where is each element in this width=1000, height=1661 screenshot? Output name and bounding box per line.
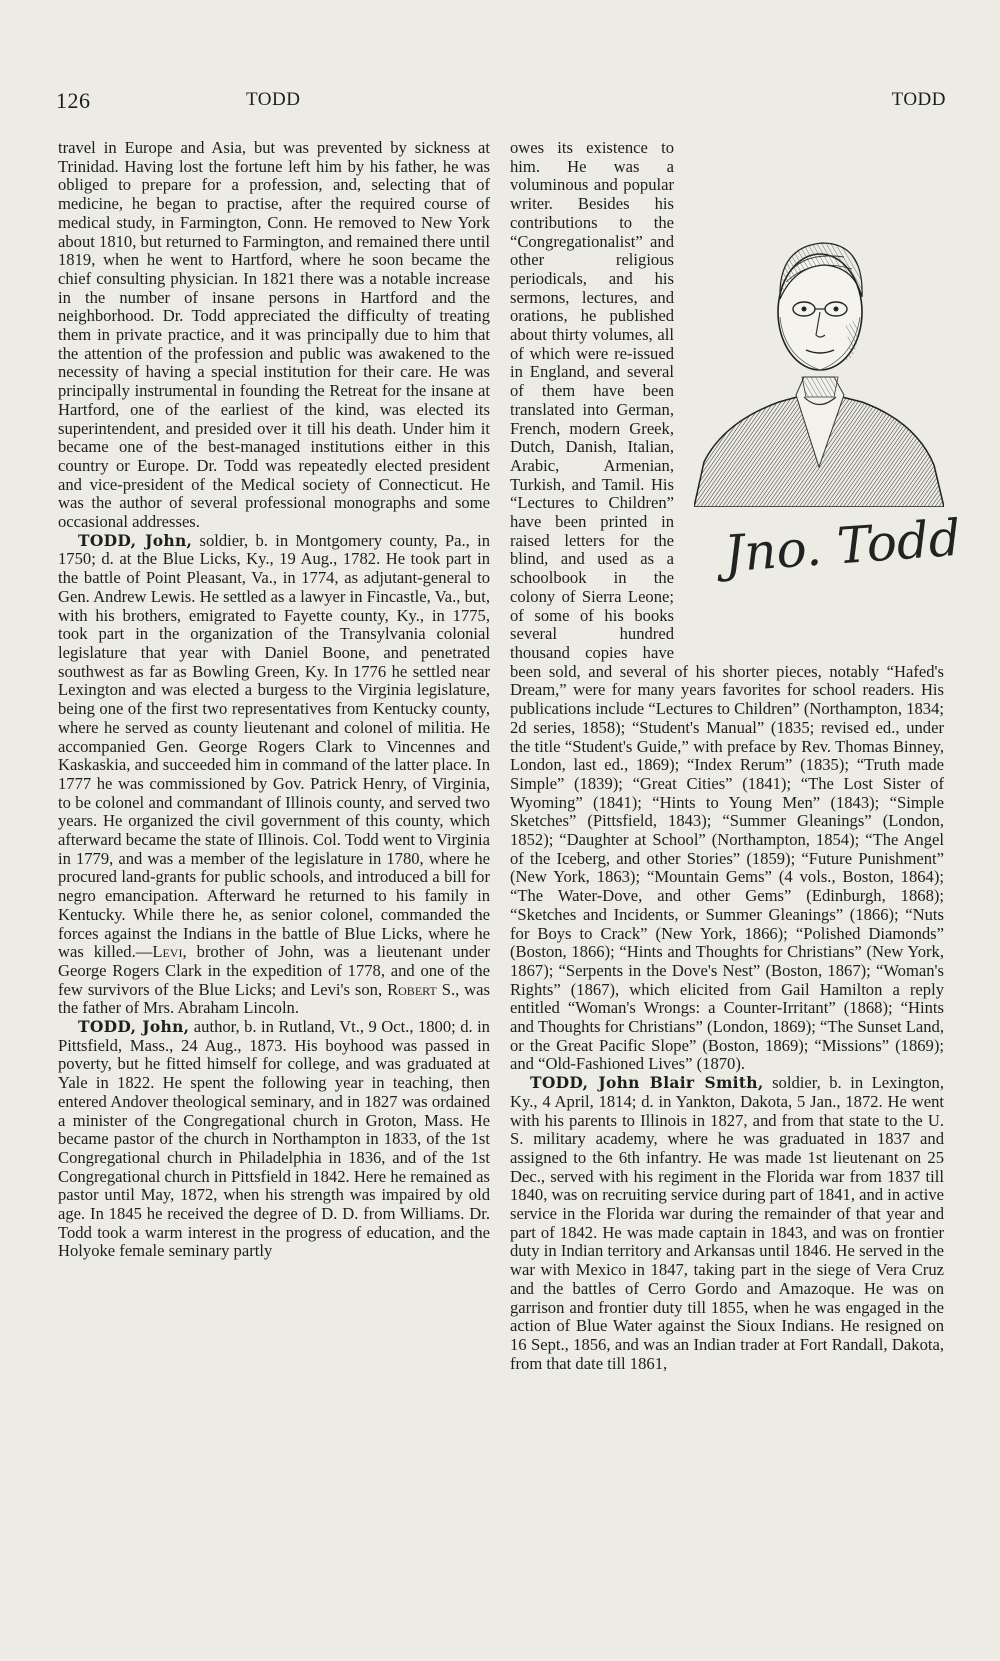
entry-todd-john-soldier xyxy=(58,532,490,1018)
page-number: 126 xyxy=(56,88,91,113)
entry-body: , brother of John, was a lieutenant under George Rogers Clark in the expedition of 1778, and one of the few survivors of the Blue Licks; and Levi's son, xyxy=(58,942,490,999)
portrait-figure xyxy=(684,207,963,647)
left-column xyxy=(58,139,490,1261)
page-header xyxy=(56,84,946,114)
entry-continuation-paragraph: owes its existence to him. He was a voluminous and popular writer. Besides his contributions to the “Congregationalist” and other religious periodicals, and his sermons, lectures, and orations, he published about thirty volumes, all of which were re-issued in England, and several of them have been translated into German, French, modern Greek, Dutch, Danish, Italian, Arabic, Armenian, Turkish, and Tamil. His “Lectures to Children” have been printed in raised letters for the blind, and used as a schoolbook in the colony of Sierra Leone; of some of his books several hundred thousand copies have been sold, and several of his shorter pieces, notably “Hafed's Dream,” were for many years favorites for school readers. His publications include “Lectures to Children” (Northampton, 1834; 2d series, 1858); “Student's Manual” (1835; revised ed., under the title “Student's Guide,” with preface by Rev. Thomas Binney, London, last ed., 1869); “Index Rerum” (1835); “Truth made Simple” (1839); “Great Cities” (1841); “The Lost Sister of Wyoming” (1841); “Hints to Young Men” (1843); “Simple Sketches” (Pittsfield, 1843); “Summer Gleanings” (London, 1852); “Daughter at School” (Northampton, 1854); “The Angel of the Iceberg, and other Stories” (1859); “Future Punishment” (New York, 1863); “Mountain Gems” (4 vols., Boston, 1864); “The Water-Dove, and other Gems” (Edinburgh, 1868); “Sketches and Incidents, or Summer Gleanings” (1866); “Nuts for Boys to Crack” (New York, 1866); “Polished Diamonds” (Boston, 1866); “Hints and Thoughts for Christians” (New York, 1867); “Serpents in the Dove's Nest” (Boston, 1867); “Woman's Rights” (1867), which elicited from Gail Hamilton a reply entitled “Woman's Wrongs: a Counter-Irritant” (1868); “Hints and Thoughts for Christians” (London, 1869); “The Sunset Land, or the Great Pacific Slope” (Boston, 1869); “Missions” (1869); and “Old-Fashioned Lives” (1870). xyxy=(510,138,944,1074)
entry-heading: TODD, John, xyxy=(78,530,193,550)
entry-heading: TODD, John, xyxy=(78,1017,190,1037)
entry-body: soldier, b. in Lexington, Ky., 4 April, 1814; d. in Yankton, Dakota, 5 Jan., 1872. He went with his parents to Illinois in 1827, and from that state to the U. S. military academy, where he was graduated in 1837 and assigned to the 6th infantry. He was made 1st lieutenant on 25 Dec., served with his regiment in the Florida war from 1837 till 1840, was on recruiting service during part of 1841, and in active service in the Florida war during the remainder of that year and part of 1842. He was made captain in 1843, and was on frontier duty in Indian territory and Arkansas until 1846. He served in the war with Mexico in 1847, taking part in the siege of Vera Cruz and the battles of Cerro Gordo and Amazoque. He was on garrison and frontier duty till 1855, when he was engaged in the action of Blue Water against the Sioux Indians. He resigned on 16 Sept., 1856, and was an Indian trader at Fort Randall, Dakota, from that date till 1861, xyxy=(510,1073,944,1373)
entry-todd-john-blair-smith xyxy=(510,1074,944,1373)
running-head-left: TODD xyxy=(246,89,301,110)
name-small-caps: Robert xyxy=(387,979,437,999)
entry-todd-john-author xyxy=(58,1018,490,1261)
entry-body: author, b. in Rutland, Vt., 9 Oct., 1800; d. in Pittsfield, Mass., 24 Aug., 1873. His boyhood was passed in poverty, but he fitted himself for college, and was graduated at Yale in 1822. He spent the following year in teaching, then entered Andover theological seminary, and in 1827 was ordained a minister of the Congregational church in Groton, Mass. He became pastor of the church in Northampton in 1833, of the 1st Congregational church in Philadelphia in 1836, and of the 1st Congregational church in Pittsfield in 1842. Here he remained as pastor until May, 1872, when his strength was impaired by old age. In 1845 he received the degree of D. D. from Williams. Dr. Todd took a warm interest in the progress of education, and the Holyoke female seminary partly xyxy=(58,1017,490,1261)
entry-body: soldier, b. in Montgomery county, Pa., in 1750; d. at the Blue Licks, Ky., 19 Aug., 1782. He took part in the battle of Point Pleasant, Va., in 1774, as adjutant-general to Gen. Andrew Lewis. He settled as a lawyer in Fincastle, Va., but, with his brothers, emigrated to Fayette county, Ky., in 1775, took part in the organization of the Transylvania colonial legislature that year with Daniel Boone, and penetrated southwest as far as Bowling Green, Ky. In 1776 he settled near Lexington and was elected a burgess to the Virginia legislature, being one of the first two representatives from Kentucky county, where he served as county lieutenant and colonel of militia. He accompanied Gen. George Rogers Clark to Vincennes and Kaskaskia, and succeeded him in command of the latter place. In 1777 he was commissioned by Gov. Patrick Henry, of Virginia, to be colonel and commandant of Illinois county, and served two years. He organized the civil government of this county, which afterward became the state of Illinois. Col. Todd went to Virginia in 1779, and was a member of the legislature in 1780, where he procured land-grants for public schools, and introduced a bill for negro emancipation. Afterward he returned to his family in Kentucky. While there he, as senior colonel, commanded the forces against the Indians in the battle of Blue Licks, where he was killed.— xyxy=(58,530,490,962)
entry-body: S., was the father of Mrs. Abraham Lincoln. xyxy=(58,979,490,1018)
entry-continuation-paragraph: travel in Europe and Asia, but was prevented by sickness at Trinidad. Having lost the fortune left him by his father, he was obliged to prepare for a profession, and, selecting that of medicine, he began to practise, after the required course of medical study, in Farmington, Conn. He removed to New York about 1810, but returned to Farmington, and remained there until 1819, when he went to Hartford, where he soon became the chief consulting physician. In 1821 there was a notable increase in the number of insane persons in Hartford and the neighborhood. Dr. Todd appreciated the difficulty of treating them in private practice, and it was principally due to him that the attention of the profession and public was awakened to the necessity of having a special institution for their care. He was principally instrumental in founding the Retreat for the insane at Hartford, one of the earliest of the kind, was elected its superintendent, and presided over it till his death. Under him it became one of the best-managed institutions either in this country or Europe. Dr. Todd was repeatedly elected president and vice-president of the Medical society of Connecticut. He was the author of several professional monographs and some occasional addresses. xyxy=(58,138,490,532)
name-small-caps: Levi xyxy=(152,942,183,962)
running-head-right: TODD xyxy=(891,89,946,110)
right-column xyxy=(510,138,963,1373)
entry-heading: TODD, John Blair Smith, xyxy=(530,1073,764,1093)
portrait-engraving xyxy=(694,207,944,507)
signature: Jno. Todd xyxy=(722,508,963,584)
